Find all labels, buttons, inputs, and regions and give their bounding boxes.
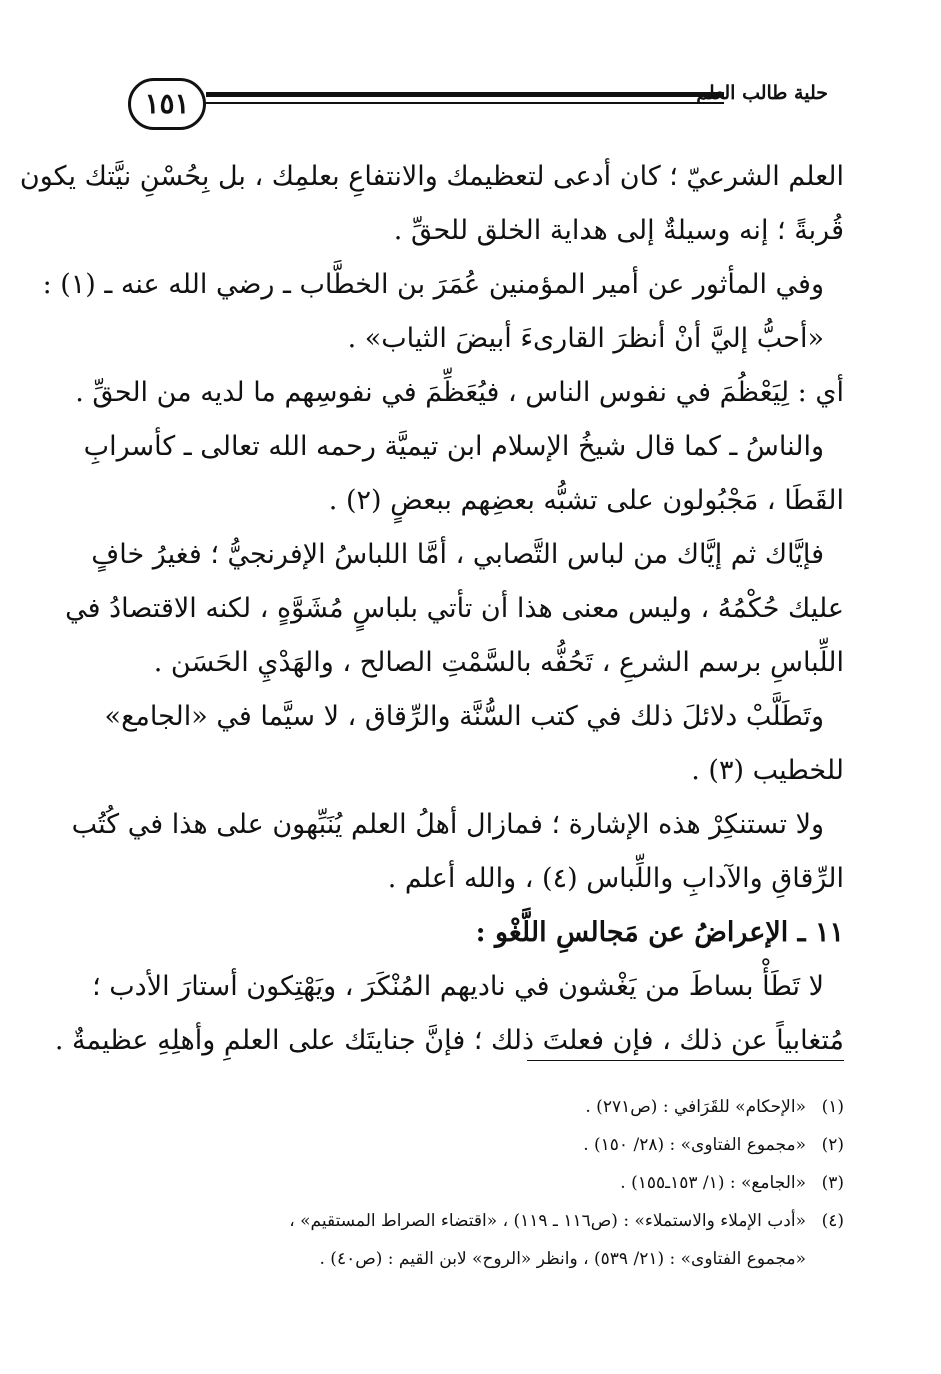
footnote [118, 1088, 844, 1126]
text-line: عليك حُكْمُهُ ، وليس معنى هذا أن تأتي بلباسٍ مُشَوَّهٍ ، لكنه الاقتصادُ في [65, 593, 844, 624]
footnotes [118, 1088, 844, 1278]
text-line: والناسُ ـ كما قال شيخُ الإسلام ابن تيميَّة رحمه الله تعالى ـ كأسرابِ [83, 431, 824, 462]
footnote-separator [527, 1060, 844, 1061]
text-line: وفي المأثور عن أمير المؤمنين عُمَرَ بن الخطَّاب ـ رضي الله عنه ـ (١) : [42, 269, 824, 300]
section-heading: ١١ ـ الإعراضُ عن مَجالسِ اللَّغْو : [475, 917, 844, 948]
running-title: حلية طالب العلم [696, 82, 828, 104]
footnote [118, 1126, 844, 1164]
text-line: وتَطَلَّبْ دلائلَ ذلك في كتب السُّنَّة والرِّقاق ، لا سيَّما في «الجامع» [104, 701, 824, 732]
text-line: فإيَّاك ثم إيَّاك من لباس التَّصابي ، أمَّا اللباسُ الإفرنجيُّ ؛ فغيرُ خافٍ [91, 539, 824, 570]
text-line: العلم الشرعيّ ؛ كان أدعى لتعظيمك والانتفاعِ بعلمِك ، بل بِحُسْنِ نيَّتك يكون [19, 161, 844, 192]
footnote [118, 1202, 844, 1240]
footnote-text: «أدب الإملاء والاستملاء» : (ص١١٦ ـ ١١٩) ، «اقتضاء الصراط المستقيم» ، [289, 1211, 806, 1231]
text-line: قُربةً ؛ إنه وسيلةٌ إلى هداية الخلق للحقِّ . [393, 215, 844, 246]
header-rule [206, 92, 724, 104]
text-line: ولا تستنكِرْ هذه الإشارة ؛ فمازال أهلُ العلم يُنَبِّهون على هذا في كُتُب [71, 809, 824, 840]
footnote-text: «الإحكام» للقَرَافي : (ص٢٧١) . [585, 1097, 806, 1117]
text-line: «أحبُّ إليَّ أنْ أنظرَ القارىءَ أبيضَ الثياب» . [347, 323, 824, 354]
footnote-number: (١) [821, 1097, 844, 1117]
footnote-text: «مجموع الفتاوى» : (٢٨/ ١٥٠) . [583, 1135, 806, 1155]
footnote-text: «مجموع الفتاوى» : (٢١/ ٥٣٩) ، وانظر «الروح» لابن القيم : (ص٤٠) . [319, 1249, 806, 1269]
text-line: القَطَا ، مَجْبُولون على تشبُّه بعضِهم ببعضٍ (٢) . [328, 485, 844, 516]
text-line: لا تَطَأْ بساطَ من يَغْشون في ناديهم المُنْكَرَ ، ويَهْتِكون أستارَ الأدب ؛ [92, 971, 824, 1002]
footnote-number: (٢) [821, 1135, 844, 1155]
text-line: مُتغابياً عن ذلك ، فإن فعلتَ ذلك ؛ فإنَّ جنايتَك على العلمِ وأهلِهِ عظيمةٌ . [54, 1025, 844, 1056]
page-number: ١٥١ [128, 78, 206, 130]
footnote-text: «الجامع» : (١/ ١٥٣ـ١٥٥) . [620, 1173, 806, 1193]
text-line: الرِّقاقِ والآدابِ واللِّباس (٤) ، والله أعلم . [387, 863, 844, 894]
body-text [19, 150, 844, 1068]
text-line: للخطيب (٣) . [691, 755, 844, 786]
footnote-continuation [118, 1240, 844, 1278]
page-header [128, 78, 828, 134]
footnote-number: (٤) [821, 1211, 844, 1231]
text-line: أي : لِيَعْظُمَ في نفوس الناس ، فيُعَظِّمَ في نفوسِهم ما لديه من الحقِّ . [75, 377, 844, 408]
footnote [118, 1164, 844, 1202]
footnote-number: (٣) [821, 1173, 844, 1193]
text-line: اللِّباسِ برسم الشرعِ ، تَحُفُّه بالسَّمْتِ الصالح ، والهَدْيِ الحَسَن . [153, 647, 844, 678]
